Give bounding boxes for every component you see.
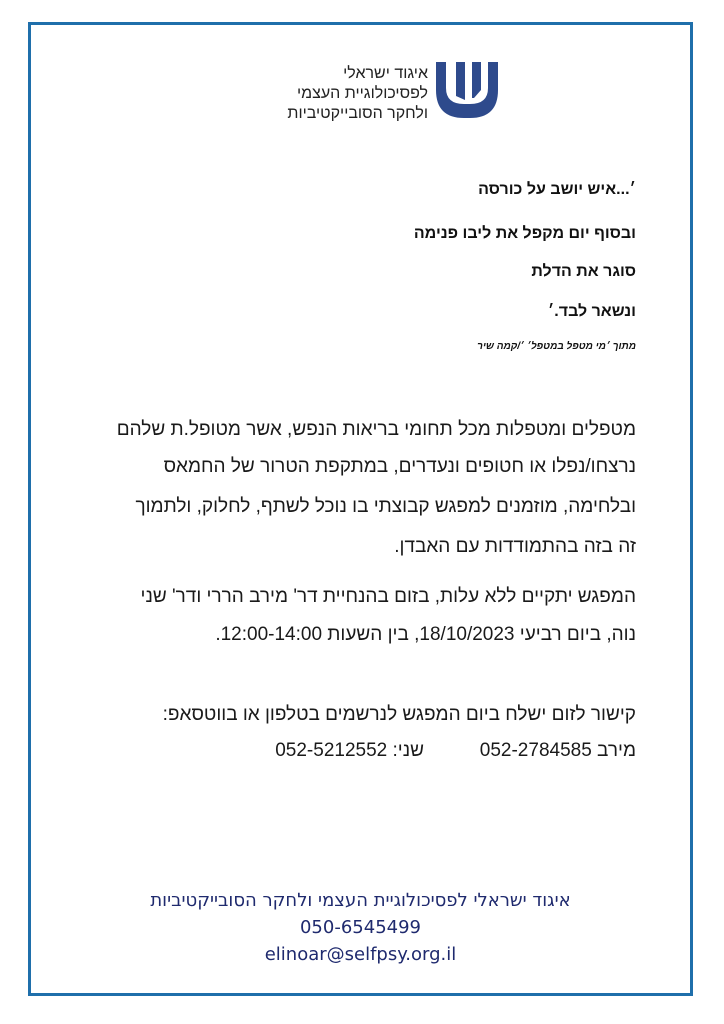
poem-line-1: ׳...איש יושב על כורסה (478, 181, 636, 198)
body-p1-line-4: זה בזה בהתמודדות עם האבדן. (394, 536, 636, 557)
footer-phone[interactable]: 050-6545499 (299, 917, 422, 938)
org-logo-text (287, 64, 428, 124)
poem-line-2: ובסוף יום מקפל את ליבו פנימה (413, 225, 636, 242)
org-line-2: לפסיכולוגיית העצמי (296, 85, 428, 102)
poem-line-3: סוגר את הדלת (531, 263, 636, 280)
poem-line-4: ונשאר לבד.׳ (547, 303, 636, 320)
org-line-1: איגוד ישראלי (343, 65, 428, 82)
phone-merav: מירב 052-2784585 (479, 740, 636, 761)
body-p2-line-2: נוה, ביום רביעי 18/10/2023, בין השעות 12:00-14:00. (215, 624, 636, 645)
body-p1-line-1: מטפלים ומטפלות מכל תחומי בריאות הנפש, אשר מטופל.ת שלהם (116, 419, 636, 440)
phone-shani: שני: 052-5212552 (275, 740, 424, 761)
poem-source: מתוך ׳מי מטפל במטפל׳ ׳/קמה שיר (477, 341, 636, 352)
body-p1-line-2: נרצחו/נפלו או חטופים ונעדרים, במתקפת הטרור של החמאס (163, 456, 636, 477)
body-p2-line-1: המפגש יתקיים ללא עלות, בזום בהנחיית דר' מירב הררי ודר' שני (140, 586, 636, 607)
org-line-3: ולחקר הסובייקטיביות (287, 105, 428, 122)
footer-email-link[interactable]: elinoar@selfpsy.org.il (264, 944, 457, 965)
body-p3-line-1: קישור לזום ישלח ביום המפגש לנרשמים בטלפון או בווטסאפ: (162, 704, 636, 725)
body-p1-line-3: ובלחימה, מוזמנים למפגש קבוצתי בו נוכל לשתף, לחלוק, ולתמוך (135, 496, 636, 517)
footer-org-name: איגוד ישראלי לפסיכולוגיית העצמי ולחקר הסובייקטיביות (150, 890, 571, 911)
shin-logo-icon (434, 60, 500, 122)
